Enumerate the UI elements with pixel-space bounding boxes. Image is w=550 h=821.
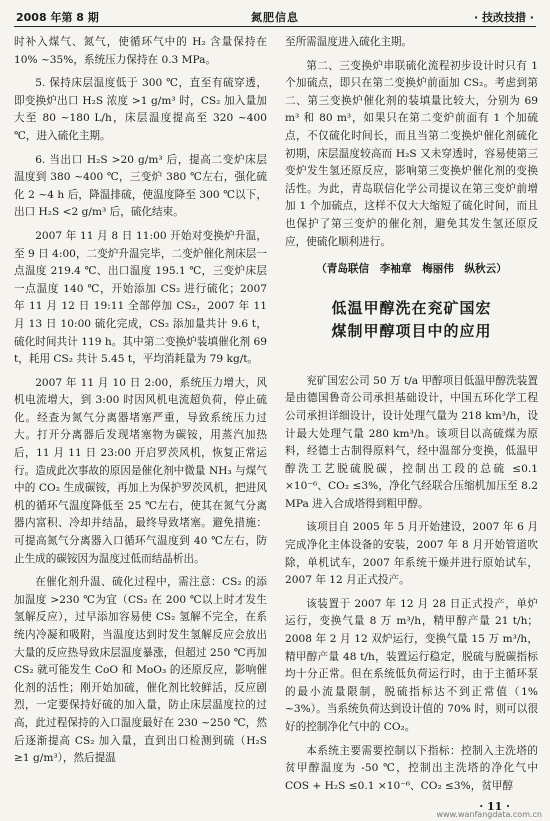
paragraph: 至所需温度进入硫化主期。 <box>285 36 413 48</box>
paragraph: 本系统主要需要控制以下指标：控制入主洗塔的贫甲醇温度为 -50 ℃，控制出主洗塔的净化气中 COS + H₂S ≤0.1 ×10⁻⁶、CO₂ ≤3%，贫甲醇 <box>285 744 538 792</box>
paragraph: 时补入煤气、氮气，使循环气中的 H₂ 含量保持在 10% ~35%，系统压力保持在 0.3 MPa。 <box>14 36 267 66</box>
journal-name: 氮肥信息 <box>251 11 299 24</box>
paragraph: 该装置于 2007 年 12 月 28 日正式投产，单炉运行，变换气量 8 万 m³/h，精甲醇产量 21 t/h；2008 年 2 月 12 双炉运行，变换气量 15 万 m³/h，精甲醇产量 48 t/h，装置运行稳定，脱硫与脱碳指标均十分正常。但在系统低负荷运行时，由于主循环泵的最小流量限制，脱硫指标达不到正常值（1% ~3%）。当系统负荷达到设计值的 70% 时，则可以很好的控制净化气中的 CO₂。 <box>285 597 538 733</box>
paragraph: 2007 年 11 月 10 日 2:00，系统压力增大，风机电流增大，到 3:00 时因风机电流超负荷，停止硫化。经查为氮气分离器堵塞严重，导致系统压力过大。打开分离器后发现堵塞物为碳铵，用蒸汽加热后，11 月 11 日 23:00 开启罗茨风机，恢复正常运行。造成此次事故的原因是催化剂中微量 NH₃ 与煤气中的 CO₂ 生成碳铵，再加上为保护罗茨风机，把进风机的循环气温度降低至 25 ℃左右，使其在氮气分离器内富积、冷却并结晶，最终导致堵塞。避免措施：可提高氮气分离器入口循环气温度到 40 ℃左右，防止生成的碳铵因为温度过低而结晶析出。 <box>14 376 267 565</box>
page-header <box>14 6 536 27</box>
paragraph: 第二、三变换炉串联硫化流程初步设计时只有 1 个加硫点，即只在第二变换炉前面加 CS₂。考虑到第二、第三变换炉催化剂的装填量比较大，分别为 69 m³ 和 80 m³，如果只在第二变炉前面有 1 个加硫点，不仅硫化时间长，而且当第二变换炉催化剂硫化初期，床层温度较高而 H₂S 又未穿透时，容易使第三变炉发生氢还原反应，影响第三变换炉催化剂的变换活性。为此，青岛联信化学公司提议在第三变炉前增加 1 个加硫点，这样不仅大大缩短了硫化时间，而且也保护了第三变炉的催化剂，避免其发生氢还原反应，使硫化顺利进行。 <box>285 59 538 248</box>
article-title-line-1: 低温甲醇洗在兖矿国宏 <box>331 298 492 317</box>
article-title <box>285 297 538 343</box>
watermark: www.wanfangdata.com.cn <box>436 810 542 819</box>
paragraph: 该项目自 2005 年 5 月开始建设，2007 年 6 月完成净化主体设备的安装，2007 年 8 月开始管道吹除，单机试车，2007 年系统干燥并进行原始试车，2007 年 12 月正式投产。 <box>285 521 538 587</box>
paragraph: 5. 保持床层温度低于 300 ℃，直至有硫穿透，即变换炉出口 H₂S 浓度 >1 g/m³ 时，CS₂ 加入量加大至 80 ~180 L/h，床层温度提高至 320 ~400 ℃，进入硫化主期。 <box>14 77 267 142</box>
paragraph: 兖矿国宏公司 50 万 t/a 甲醇项目低温甲醇洗装置是由德国鲁奇公司承担基础设计，中国五环化学工程公司承担详细设计，设计处理气量为 218 km³/h，设计最大处理气量 280 km³/h。该项目以高硫煤为原料，经德士古制得原料气，经中温部分变换，低温甲醇洗工艺脱硫脱碳，控制出工段的总硫 ≤0.1 ×10⁻⁶、CO₂ ≤3%，净化气经联合压缩机加压至 8.2 MPa 进入合成塔得到粗甲醇。 <box>285 374 538 510</box>
authors-line: （青岛联信 李袖章 梅丽伟 纵秋云） <box>316 263 507 276</box>
issue-label: 2008 年第 8 期 <box>16 11 99 24</box>
article-title-line-2: 煤制甲醇项目中的应用 <box>331 321 492 340</box>
right-column <box>285 34 538 804</box>
paragraph: 2007 年 11 月 8 日 11:00 开始对变换炉升温，至 9 日 4:00，二变炉升温完毕，二变炉催化剂床层一点温度 219.4 ℃、出口温度 195.1 ℃，三变炉床层一点温度 140 ℃，开始添加 CS₂ 进行硫化；2007 年 11 月 12 日 19:11 全部停加 CS₂，2007 年 11 月 13 日 10:00 硫化完成，CS₂ 添加量共计 9.6 t，硫化时间共计 119 h。其中第二变换炉装填催化剂 69 t，耗用 CS₂ 共计 5.45 t，平均消耗量为 79 kg/t。 <box>14 229 267 366</box>
paragraph: 6. 当出口 H₂S >20 g/m³ 后，提高二变炉床层温度到 380 ~400 ℃，三变炉 380 ℃左右，强化硫化 2 ~4 h 后，降温排硫，使温度降至 300 ℃以下，出口 H₂S <2 g/m³ 后，硫化结束。 <box>14 153 267 219</box>
left-column <box>14 34 267 804</box>
page-number: · 11 · <box>479 800 510 813</box>
section-label: · 技改技措 · <box>473 11 534 24</box>
paragraph: 在催化剂升温、硫化过程中，需注意：CS₂ 的添加温度 >230 ℃为宜（CS₂ 在 200 ℃以上时才发生氢解反应），过早添加容易使 CS₂ 氢解不完全，在系统内冷凝和吸附，当温度达到时发生氢解反应会放出大量的反应热导致床层温度暴涨，但超过 250 ℃再加 CS₂ 就可能发生 CoO 和 MoO₃ 的还原反应，影响催化剂的活性；刚开始加硫，催化剂比较鲜活，反应剧烈，一定要保持好硫的加入量，防止床层温度拉的过高，此过程保持的入口温度最好在 230 ~250 ℃，然后逐渐提高 CS₂ 加入量，直到出口检测到硫（H₂S ≥1 g/m³），然后提温 <box>14 576 267 765</box>
